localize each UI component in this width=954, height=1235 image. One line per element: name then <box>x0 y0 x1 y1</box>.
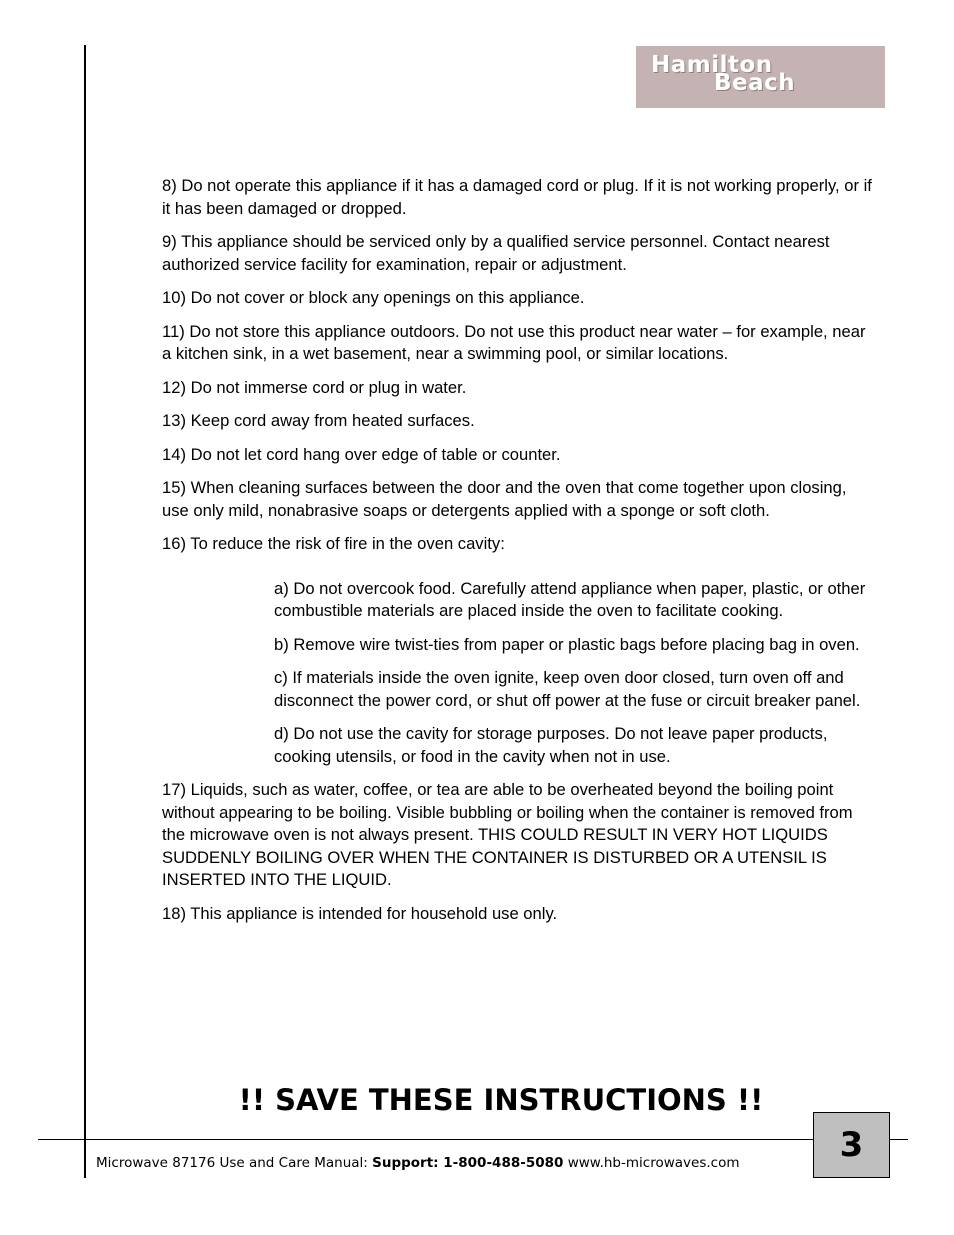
instruction-item: 18) This appliance is intended for household use only. <box>162 903 558 923</box>
safety-instructions <box>162 175 872 936</box>
instruction-item: 12) Do not immerse cord or plug in water. <box>162 377 467 397</box>
instruction-item: 14) Do not let cord hang over edge of table or counter. <box>162 444 561 464</box>
page-footer <box>96 1155 739 1171</box>
instruction-subitem: c) If materials inside the oven ignite, keep oven door closed, turn oven off and disconnect the power cord, or shut off power at the fuse or circuit breaker panel. <box>274 668 861 710</box>
instruction-item: 11) Do not store this appliance outdoors. Do not use this product near water – for example, near a kitchen sink, in a wet basement, near a swimming pool, or similar locations. <box>162 321 866 363</box>
footer-manual-title: Microwave 87176 Use and Care Manual: <box>96 1155 373 1171</box>
footer-support-phone: Support: 1-800-488-5080 <box>372 1155 564 1171</box>
footer-website: www.hb-microwaves.com <box>563 1155 740 1171</box>
instruction-item: 8) Do not operate this appliance if it has a damaged cord or plug. If it is not working properly, or if it has been damaged or dropped. <box>162 176 872 218</box>
page-number: 3 <box>813 1112 890 1178</box>
instruction-subitem: d) Do not use the cavity for storage purposes. Do not leave paper products, cooking utensils, or food in the cavity when not in use. <box>274 724 828 766</box>
instruction-item: 13) Keep cord away from heated surfaces. <box>162 411 475 430</box>
left-margin-rule <box>84 45 86 1178</box>
footer-rule <box>38 1139 908 1140</box>
instruction-item: 9) This appliance should be serviced only by a qualified service personnel. Contact nearest authorized service facility for examination, repair or adjustment. <box>162 232 830 274</box>
instruction-item: 17) Liquids, such as water, coffee, or tea are able to be overheated beyond the boiling point without appearing to be boiling. Visible bubbling or boiling when the container is removed from the microwave oven is not always present. THIS COULD RESULT IN VERY HOT LIQUIDS SUDDENLY BOILING OVER WHEN THE CONTAINER IS DISTURBED OR A UTENSIL IS INSERTED INTO THE LIQUID. <box>162 780 853 889</box>
save-instructions-heading: !! SAVE THESE INSTRUCTIONS !! <box>238 1083 764 1117</box>
hamilton-beach-logo <box>636 46 885 108</box>
logo-text-line2: Beach <box>714 70 796 96</box>
instruction-subitem: a) Do not overcook food. Carefully attend appliance when paper, plastic, or other combustible materials are placed inside the oven to facilitate cooking. <box>274 578 866 620</box>
logo-text-line1: Hamilton <box>651 52 773 78</box>
instruction-item: 16) To reduce the risk of fire in the oven cavity: <box>162 534 505 553</box>
instruction-subitem: b) Remove wire twist-ties from paper or plastic bags before placing bag in oven. <box>274 634 860 654</box>
instruction-item: 15) When cleaning surfaces between the door and the oven that come together upon closing, use only mild, nonabrasive soaps or detergents applied with a sponge or soft cloth. <box>162 478 847 520</box>
instruction-item: 10) Do not cover or block any openings on this appliance. <box>162 288 585 307</box>
